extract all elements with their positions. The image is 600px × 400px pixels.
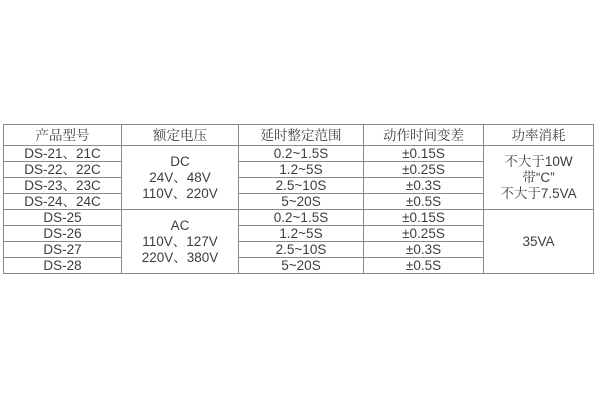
relay-spec-table xyxy=(3,124,594,274)
delay-range-cell: 2.5~10S xyxy=(239,178,364,194)
power-cell-ac xyxy=(484,210,594,274)
model-cell: DS-26 xyxy=(4,226,122,242)
time-variation-cell: ±0.5S xyxy=(364,194,484,210)
header-row xyxy=(4,125,594,146)
voltage-cell-ac xyxy=(122,210,239,274)
time-variation-cell: ±0.3S xyxy=(364,178,484,194)
table-row xyxy=(4,146,594,162)
time-variation-cell: ±0.15S xyxy=(364,146,484,162)
delay-range-cell: 5~20S xyxy=(239,258,364,274)
header-delay-range: 延时整定范围 xyxy=(239,125,364,146)
delay-range-cell: 1.2~5S xyxy=(239,226,364,242)
power-line: 带“C” xyxy=(522,169,555,185)
header-rated-voltage: 额定电压 xyxy=(122,125,239,146)
voltage-line: AC xyxy=(170,217,190,233)
delay-range-cell: 0.2~1.5S xyxy=(239,210,364,226)
model-cell: DS-28 xyxy=(4,258,122,274)
time-variation-cell: ±0.15S xyxy=(364,210,484,226)
model-cell: DS-24、24C xyxy=(4,194,122,210)
voltage-line: 110V、127V xyxy=(142,233,218,249)
header-model: 产品型号 xyxy=(4,125,122,146)
time-variation-cell: ±0.25S xyxy=(364,226,484,242)
voltage-line: 24V、48V xyxy=(149,169,211,185)
delay-range-cell: 2.5~10S xyxy=(239,242,364,258)
model-cell: DS-22、22C xyxy=(4,162,122,178)
voltage-cell-dc xyxy=(122,146,239,210)
time-variation-cell: ±0.3S xyxy=(364,242,484,258)
model-cell: DS-23、23C xyxy=(4,178,122,194)
voltage-line: 220V、380V xyxy=(141,249,219,265)
table-row xyxy=(4,210,594,226)
delay-range-cell: 0.2~1.5S xyxy=(239,146,364,162)
power-line: 不大于10W xyxy=(504,153,573,169)
time-variation-cell: ±0.5S xyxy=(364,258,484,274)
power-cell-dc xyxy=(484,146,594,210)
time-variation-cell: ±0.25S xyxy=(364,162,484,178)
voltage-line: 110V、220V xyxy=(142,185,218,201)
model-cell: DS-21、21C xyxy=(4,146,122,162)
header-time-variation: 动作时间变差 xyxy=(364,125,484,146)
header-power-consumption: 功率消耗 xyxy=(484,125,594,146)
delay-range-cell: 1.2~5S xyxy=(239,162,364,178)
voltage-line: DC xyxy=(170,153,190,169)
model-cell: DS-27 xyxy=(4,242,122,258)
model-cell: DS-25 xyxy=(4,210,122,226)
delay-range-cell: 5~20S xyxy=(239,194,364,210)
power-line: 不大于7.5VA xyxy=(500,185,577,201)
power-line: 35VA xyxy=(522,233,555,249)
